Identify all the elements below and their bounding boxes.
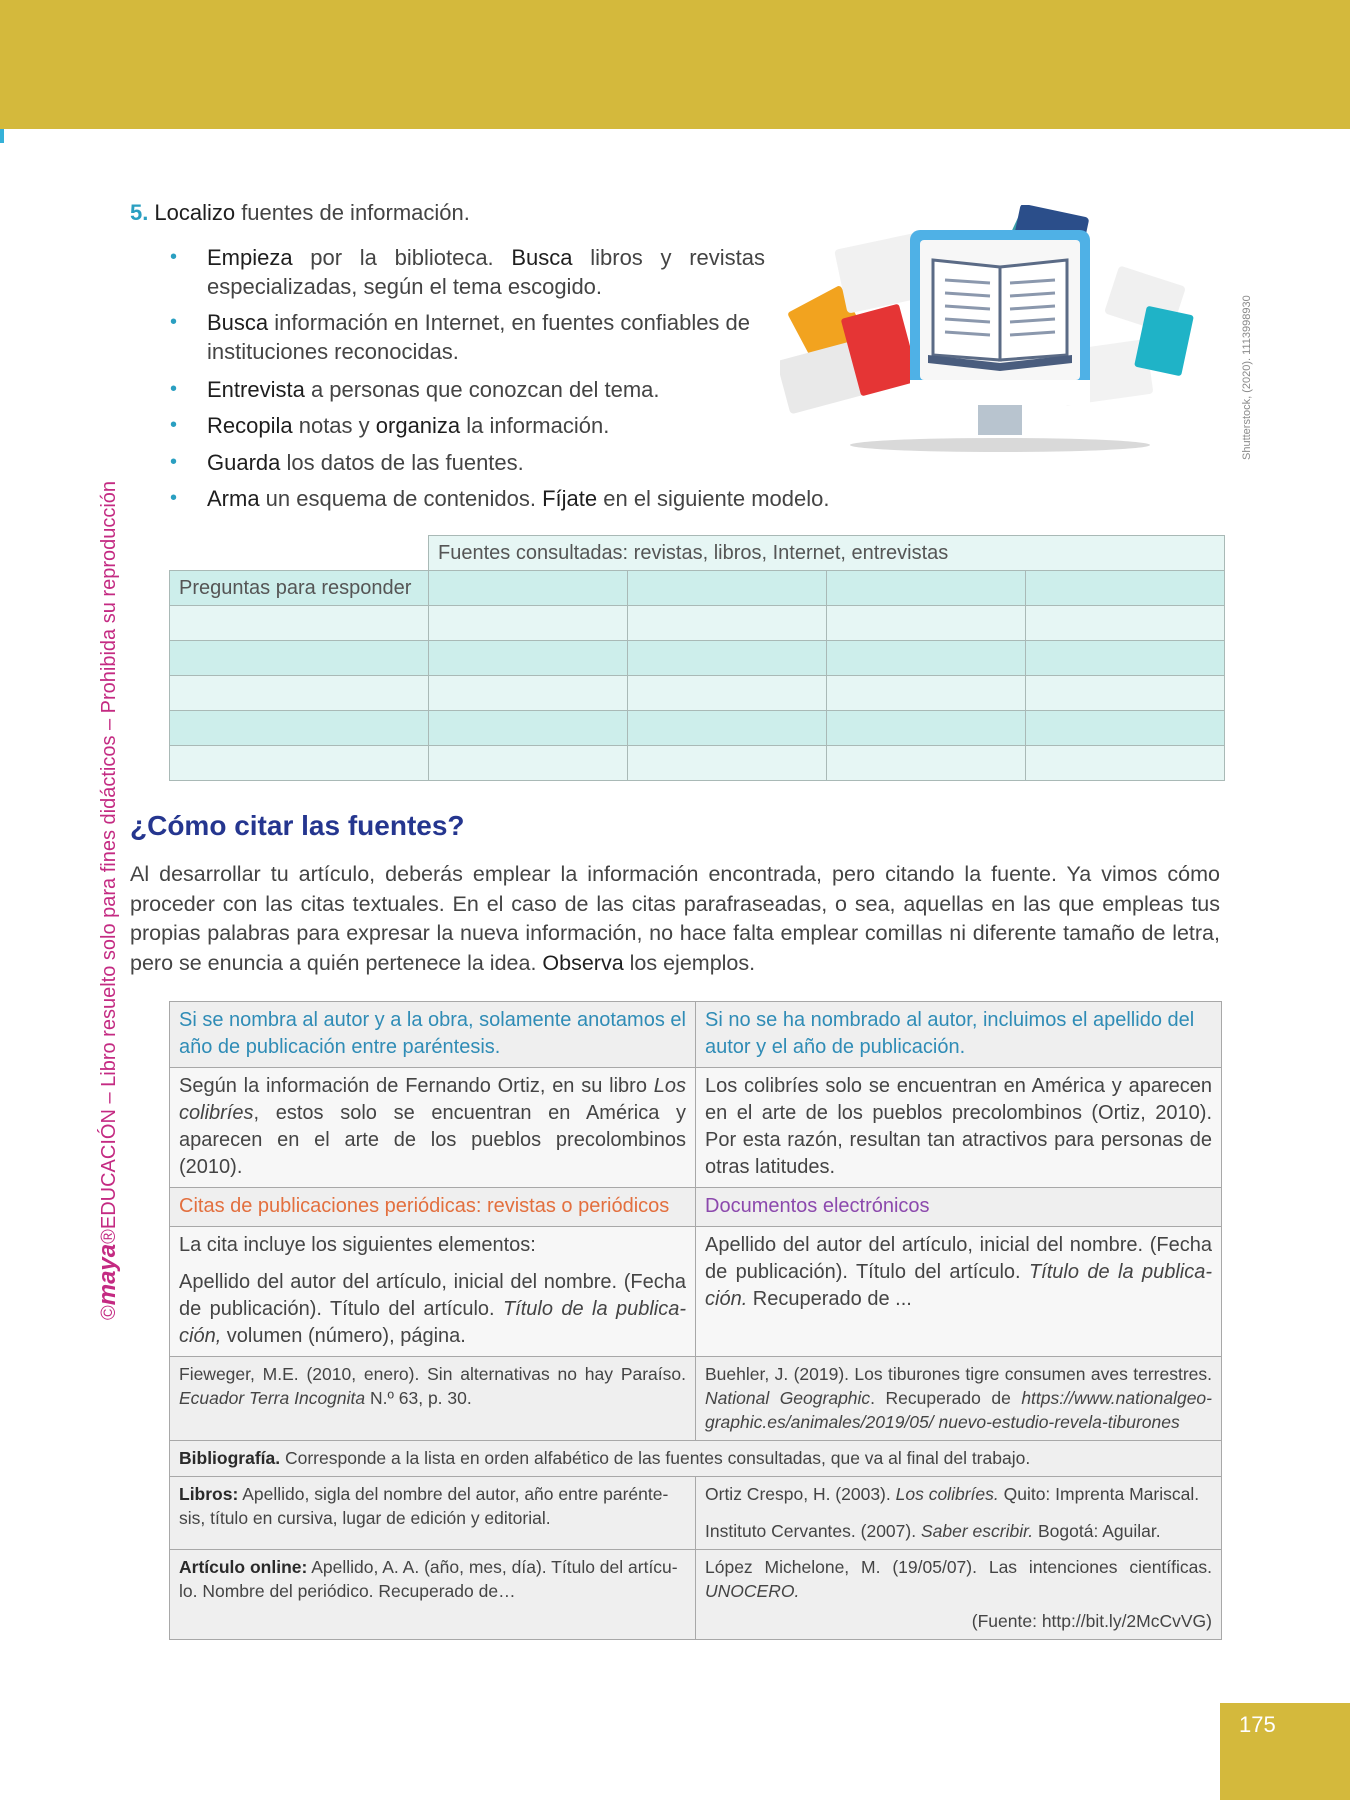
registered-symbol: ® <box>98 1229 120 1244</box>
list-item: • Guarda los datos de las fuentes. <box>207 448 524 477</box>
table-row <box>170 746 1225 781</box>
list-item: • Empieza por la biblioteca. Busca libros y revistas especializadas, según el tema escogido. <box>207 243 765 301</box>
list-item: • Arma un esquema de contenidos. Fíjate en el siguiente modelo. <box>207 484 830 513</box>
periodicals-header: Citas de publicaciones periódicas: revistas o periódicos <box>170 1188 696 1227</box>
table-row <box>170 1002 1222 1068</box>
citation-table <box>169 1001 1222 1640</box>
sidebar-copyright-notice <box>94 481 122 1320</box>
questions-header: Preguntas para responder <box>170 571 429 606</box>
table-row <box>170 676 1225 711</box>
header-band <box>0 0 1350 129</box>
table-row <box>170 1068 1222 1188</box>
table-row <box>170 1188 1222 1227</box>
table-cell <box>628 571 827 606</box>
brand-logo-text: maya <box>94 1243 121 1306</box>
header-accent-mark <box>0 129 4 143</box>
sources-model-table <box>169 535 1225 781</box>
intro-paragraph: Al desarrollar tu artículo, deberás emplear la información encontrada, pero citando la fuente. Ya vimos cómo proceder con las citas textuales. En el caso de las citas parafraseadas, o sea, aquellas en las que empleas tus propias palabras para expresar la nueva información, no hace falta emplear comillas ni diferente tamaño de letra, pero se enuncia a quién pertenece la idea. Observa los ejemplos. <box>130 862 1220 975</box>
image-credit: Shutterstock, (2020). 1113998930 <box>1241 295 1253 460</box>
list-item: • Entrevista a personas que conozcan del tema. <box>207 375 660 404</box>
table-cell <box>429 571 628 606</box>
table-cell <box>1026 571 1225 606</box>
books-format: Libros: Apellido, sigla del nombre del autor, año entre parénte-sis, título en cursiva, lugar de edición y editorial. <box>170 1477 696 1550</box>
online-article-format: Artículo online: Apellido, A. A. (año, mes, día). Título del artícu-lo. Nombre del periódico. Recuperado de… <box>170 1550 696 1640</box>
copyright-symbol: © <box>98 1305 120 1320</box>
sidebar-text: EDUCACIÓN – Libro resuelto solo para fines didácticos – Prohibida su reproducción <box>98 480 120 1230</box>
table-row <box>170 1227 1222 1357</box>
section-title-rest: fuentes de información. <box>235 200 470 225</box>
table-row <box>170 1357 1222 1441</box>
rule-named-author: Si se nombra al autor y a la obra, solamente anotamos el año de publicación entre paréntesis. <box>170 1002 696 1068</box>
electronic-docs-format: Apellido del autor del artículo, inicial del nombre. (Fecha de publicación). Título del artículo. Título de la publica-ción. Recuperado de ... <box>696 1227 1222 1357</box>
table-row <box>170 1477 1222 1550</box>
electronic-docs-header: Documentos electrónicos <box>696 1188 1222 1227</box>
list-item: • Recopila notas y organiza la información. <box>207 411 609 440</box>
section-title: ¿Cómo citar las fuentes? <box>130 810 465 841</box>
rule-unnamed-author: Si no se ha nombrado al autor, incluimos el apellido del autor y el año de publicación. <box>696 1002 1222 1068</box>
section-number: 5. <box>130 200 149 225</box>
table-row <box>170 1550 1222 1640</box>
sources-header: Fuentes consultadas: revistas, libros, Internet, entrevistas <box>429 536 1225 571</box>
table-row <box>170 1441 1222 1477</box>
books-examples: Ortiz Crespo, H. (2003). Los colibríes. Quito: Imprenta Mariscal. Instituto Cervantes. (2007). Saber escribir. Bogotá: Aguilar. <box>696 1477 1222 1550</box>
table-row <box>170 606 1225 641</box>
books-monitor-illustration <box>780 205 1220 455</box>
example-named-author: Según la información de Fernando Ortiz, en su libro Los colibríes, estos solo se encuentran en América y aparecen en el arte de los pueblos precolombinos (2010). <box>170 1068 696 1188</box>
periodicals-example: Fieweger, M.E. (2010, enero). Sin alternativas no hay Paraíso. Ecuador Terra Incognita N.º 63, p. 30. <box>170 1357 696 1441</box>
table-corner <box>170 536 429 571</box>
table-row <box>170 641 1225 676</box>
section-verb: Localizo <box>154 200 236 225</box>
example-unnamed-author: Los colibríes solo se encuentran en América y aparecen en el arte de los pueblos precolombinos (Ortiz, 2010). Por esta razón, resultan tan atractivos para personas de otras latitudes. <box>696 1068 1222 1188</box>
page-number: 175 <box>1239 1712 1276 1737</box>
table-cell <box>827 571 1026 606</box>
periodicals-format: La cita incluye los siguientes elementos: Apellido del autor del artículo, inicial del nombre. (Fecha de publicación). Título del artículo. Título de la publica-ción, volumen (número), página. <box>170 1227 696 1357</box>
table-row <box>170 711 1225 746</box>
online-article-example: López Michelone, M. (19/05/07). Las intenciones científicas. UNOCERO. (Fuente: http://bit.ly/2McCvVG) <box>696 1550 1222 1640</box>
section-heading <box>130 200 470 226</box>
bibliography-definition: Bibliografía. Corresponde a la lista en orden alfabético de las fuentes consultadas, que va al final del trabajo. <box>170 1441 1222 1477</box>
electronic-docs-example: Buehler, J. (2019). Los tiburones tigre consumen aves terrestres. National Geographic. Recuperado de https://www.nationalgeo-graphic.es/animales/2019/05/ nuevo-estudio-revela-tiburones <box>696 1357 1222 1441</box>
list-item: • Busca información en Internet, en fuentes confiables de instituciones reconocidas. <box>207 308 767 366</box>
